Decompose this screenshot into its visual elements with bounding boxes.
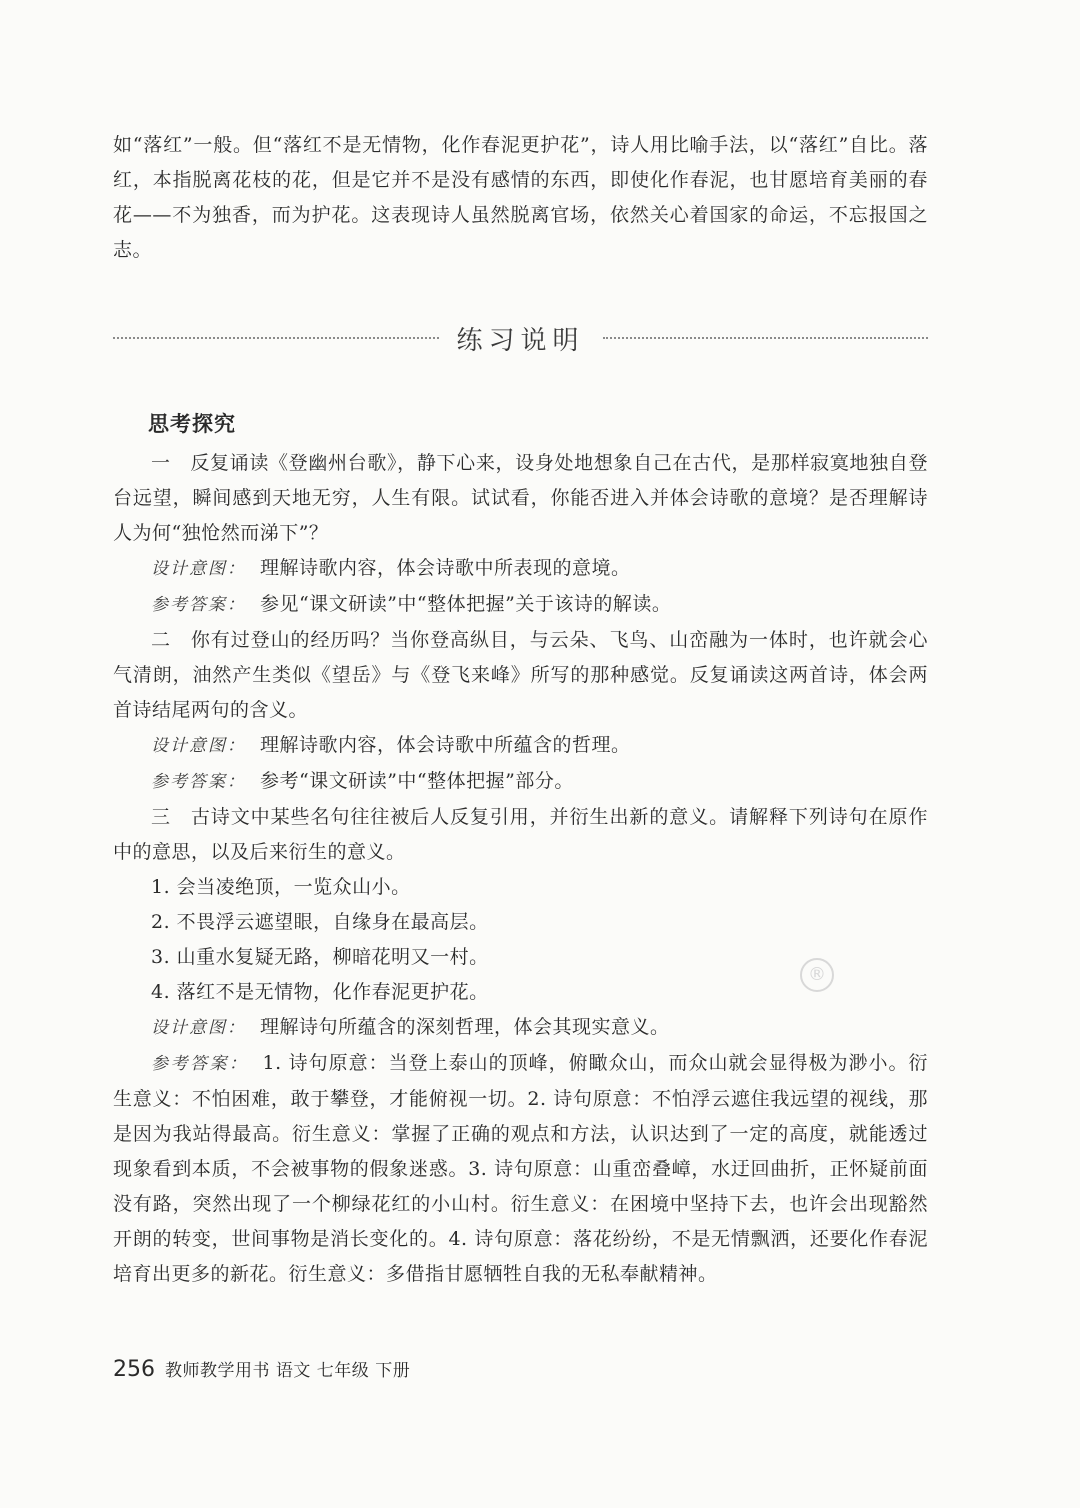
question-3-text: 三 古诗文中某些名句往往被后人反复引用，并衍生出新的意义。请解释下列诗句在原作中的意思，以及后来衍生的意义。 [113, 806, 928, 863]
intro-paragraph: 如“落红”一般。但“落红不是无情物，化作春泥更护花”，诗人用比喻手法，以“落红”自比。落红，本指脱离花枝的花，但是它并不是没有感情的东西，即使化作春泥，也甘愿培育美丽的春花——不为独香，而为护花。这表现诗人虽然脱离官场，依然关心着国家的命运，不忘报国之志。 [113, 134, 928, 261]
question-1-text: 一 反复诵读《登幽州台歌》，静下心来，设身处地想象自己在古代，是那样寂寞地独自登台远望，瞬间感到天地无穷，人生有限。试试看，你能否进入并体会诗歌的意境？是否理解诗人为何“独怆然而涕下”？ [113, 452, 928, 544]
poem-line-item: 1. 会当凌绝顶，一览众山小。 [151, 876, 411, 898]
reference-answer-text: 参见“课文研读”中“整体把握”关于该诗的解读。 [260, 593, 672, 615]
intro-paragraph-block [113, 128, 928, 268]
design-intent-label: 设计意图： [151, 1018, 246, 1038]
poem-line-item: 4. 落红不是无情物，化作春泥更护花。 [151, 981, 489, 1003]
question-2-text: 二 你有过登山的经历吗？当你登高纵目，与云朵、飞鸟、山峦融为一体时，也许就会心气清朗，油然产生类似《望岳》与《登飞来峰》所写的那种感觉。反复诵读这两首诗，体会两首诗结尾两句的含义。 [113, 629, 928, 721]
registered-watermark-icon: ® [800, 958, 834, 992]
section-title: 练习说明 [456, 325, 585, 356]
question-2-intent [113, 728, 928, 764]
divider-dotted-line-left [113, 337, 439, 339]
design-intent-text: 理解诗歌内容，体会诗歌中所表现的意境。 [260, 557, 631, 579]
reference-answer-text: 参考“课文研读”中“整体把握”部分。 [260, 770, 574, 792]
question-3-intent [113, 1010, 928, 1046]
question-1-intent [113, 551, 928, 587]
page-number: 256 [113, 1357, 155, 1382]
poem-line-item: 2. 不畏浮云遮望眼，自缘身在最高层。 [151, 911, 489, 933]
poem-line-item: 3. 山重水复疑无路，柳暗花明又一村。 [151, 946, 489, 968]
reference-answer-label: 参考答案： [151, 595, 246, 615]
design-intent-label: 设计意图： [151, 736, 246, 756]
question-2-answer [113, 764, 928, 800]
exercises-block [113, 446, 928, 1292]
design-intent-text: 理解诗句所蕴含的深刻哲理，体会其现实意义。 [260, 1016, 670, 1038]
reference-answer-label: 参考答案： [151, 1054, 249, 1074]
reference-answer-label: 参考答案： [151, 772, 246, 792]
question-1-answer [113, 587, 928, 623]
divider-dotted-line-right [603, 337, 929, 339]
page-footer [113, 1356, 410, 1382]
reference-answer-text: 1. 诗句原意：当登上泰山的顶峰，俯瞰众山，而众山就会显得极为渺小。衍生意义：不怕困难，敢于攀登，才能俯视一切。2. 诗句原意：不怕浮云遮住我远望的视线，那是因为我站得最高。衍生意义：掌握了正确的观点和方法，认识达到了一定的高度，就能透过现象看到本质，不会被事物的假象迷惑。3. 诗句原意：山重峦叠嶂，水迂回曲折，正怀疑前面没有路，突然出现了一个柳绿花红的小山村。衍生意义：在困境中坚持下去，也许会出现豁然开朗的转变，世间事物是消长变化的。4. 诗句原意：落花纷纷，不是无情飘洒，还要化作春泥培育出更多的新花。衍生意义：多借指甘愿牺牲自我的无私奉献精神。 [113, 1052, 929, 1285]
book-title: 教师教学用书 语文 七年级 下册 [165, 1361, 411, 1381]
design-intent-text: 理解诗歌内容，体会诗歌中所蕴含的哲理。 [260, 734, 631, 756]
question-3-answer [113, 1046, 928, 1292]
section-divider [113, 318, 928, 358]
design-intent-label: 设计意图： [151, 559, 246, 579]
subsection-heading: 思考探究 [148, 412, 236, 436]
